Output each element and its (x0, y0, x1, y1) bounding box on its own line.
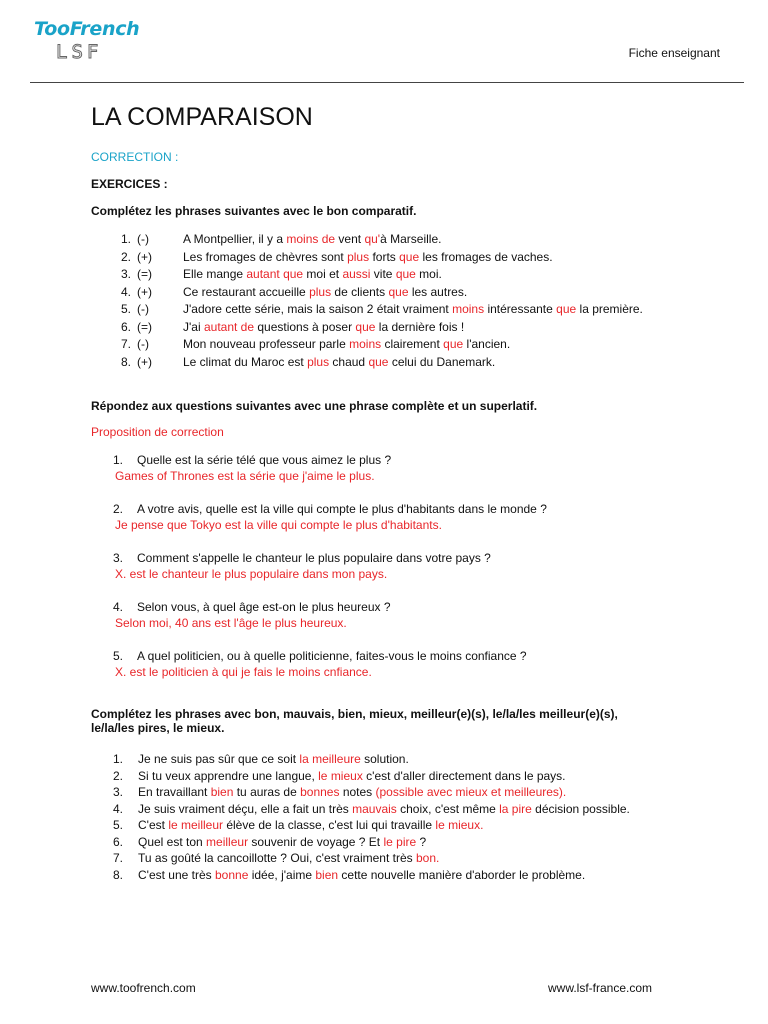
item-number: 5. (120, 302, 131, 316)
sentence-text: A Montpellier, il y a (183, 232, 287, 246)
item-number: 3. (113, 785, 124, 799)
item-sentence (138, 817, 483, 834)
sentence-text: élève de la classe, c'est lui qui travaille (223, 818, 436, 832)
sentence-text: la première. (576, 302, 643, 316)
item-sentence (138, 867, 585, 884)
item-sentence (138, 784, 566, 801)
item-number: 1. (113, 752, 124, 766)
list-item (91, 336, 711, 354)
answer-word: le mieux (318, 768, 363, 783)
sentence-text: à Marseille. (380, 232, 442, 246)
question-row (113, 599, 711, 615)
answer-text: Games of Thrones est la série que j'aime le plus. (115, 469, 375, 483)
sentence-text: Le climat du Maroc est (183, 354, 308, 369)
sentence-text: de clients (331, 284, 389, 299)
sentence-text: Quel est ton (138, 834, 207, 849)
answer-word: la meilleure (299, 752, 361, 766)
sentence-text: les fromages de vaches. (419, 249, 553, 264)
list-item (91, 266, 711, 284)
answer-word: mauvais (352, 801, 397, 816)
sentence-text: vite (370, 267, 396, 281)
item-number: 6. (120, 319, 131, 334)
answer-word: bonnes (300, 785, 340, 799)
sentence-text: J'ai (183, 319, 204, 334)
answer-word: (possible avec mieux et meilleures). (375, 785, 567, 799)
sentence-text: vent (335, 232, 365, 246)
sentence-text: Je ne suis pas sûr que ce soit (138, 752, 300, 766)
answer-word: le mieux. (435, 818, 484, 832)
item-number: 3. (120, 267, 131, 281)
sentence-text: choix, c'est même (396, 801, 500, 816)
item-sentence (183, 284, 467, 302)
item-sentence (138, 751, 409, 768)
logo (34, 18, 139, 62)
item-number: 5. (113, 818, 124, 832)
sentence-text: moi. (415, 267, 442, 281)
sentence-text: Si tu veux apprendre une langue, (138, 768, 319, 783)
item-number: 2. (120, 249, 131, 264)
sentence-text: En travaillant (138, 785, 211, 799)
answer-word: moins (452, 302, 485, 316)
item-sentence (138, 834, 426, 851)
item-number: 5. (113, 649, 124, 663)
item-sentence (183, 231, 441, 249)
answer-word: bon. (415, 851, 440, 865)
item-sign: (-) (137, 337, 149, 351)
sentence-text: Je suis vraiment déçu, elle a fait un très (138, 801, 353, 816)
question-text: A votre avis, quelle est la ville qui compte le plus d'habitants dans le monde ? (137, 502, 547, 516)
sentence-text: forts (369, 249, 400, 264)
section3-list (91, 751, 711, 883)
item-sentence (138, 850, 439, 867)
answer-word: que (556, 302, 577, 316)
item-sentence (183, 301, 643, 319)
answer-word: le pire (383, 834, 417, 849)
answer-word: bonne (215, 867, 249, 882)
list-item (113, 768, 711, 785)
answer-word: qu' (364, 232, 381, 246)
answer-word: autant que (246, 267, 304, 281)
sentence-text: C'est une très (138, 867, 215, 882)
list-item (113, 834, 711, 851)
sentence-text: intéressante (484, 302, 557, 316)
logo-lsf: LSF (56, 41, 103, 63)
answer-text: X. est le chanteur le plus populaire dans mon pays. (115, 567, 388, 581)
question-block (91, 648, 711, 697)
list-item (113, 801, 711, 818)
item-number: 4. (120, 284, 131, 299)
proposition-label: Proposition de correction (91, 425, 224, 439)
exercices-label: EXERCICES : (91, 177, 168, 191)
question-block (91, 599, 711, 648)
sentence-text: souvenir de voyage ? Et (248, 834, 384, 849)
item-sentence (183, 249, 553, 267)
question-text: Comment s'appelle le chanteur le plus populaire dans votre pays ? (137, 551, 491, 565)
item-number: 8. (113, 867, 124, 882)
answer-word: que (388, 284, 409, 299)
section3-instruction-line1: Complétez les phrases avec bon, mauvais, bien, mieux, meilleur(e)(s), le/la/les meilleur(e)(s), (91, 707, 618, 721)
list-item (113, 784, 711, 801)
item-sign: (=) (137, 319, 152, 334)
list-item (91, 354, 711, 372)
answer-word: que (443, 337, 464, 351)
question-text: A quel politicien, ou à quelle politicienne, faites-vous le moins confiance ? (137, 649, 527, 663)
item-number: 4. (113, 801, 124, 816)
item-sentence (138, 768, 566, 785)
sentence-text: ? (416, 834, 427, 849)
item-number: 1. (120, 232, 131, 246)
page-title: LA COMPARAISON (91, 103, 313, 131)
item-number: 4. (113, 600, 124, 614)
sentence-text: cette nouvelle manière d'aborder le problème. (338, 867, 586, 882)
document-body (91, 150, 711, 883)
question-row (113, 648, 711, 664)
list-item (91, 301, 711, 319)
answer-word: moins (349, 337, 382, 351)
logo-toofrench: TooFrench (34, 18, 140, 40)
question-row (113, 452, 711, 468)
question-block (91, 452, 711, 501)
question-block (91, 550, 711, 599)
question-text: Quelle est la série télé que vous aimez le plus ? (137, 453, 392, 467)
item-sentence (183, 354, 495, 372)
section2-list (91, 452, 711, 697)
item-number: 2. (113, 768, 124, 783)
sentence-text: c'est d'aller directement dans le pays. (362, 768, 566, 783)
list-item (113, 850, 711, 867)
sentence-text: moi et (303, 267, 343, 281)
answer-word: autant de (203, 319, 255, 334)
answer-word: bien (315, 867, 339, 882)
answer-word: que (355, 319, 376, 334)
sentence-text: Elle mange (183, 267, 247, 281)
question-block (91, 501, 711, 550)
list-item (91, 319, 711, 337)
answer-word: la pire (499, 801, 532, 816)
item-sign: (+) (137, 249, 152, 264)
answer-word: que (399, 249, 420, 264)
item-number: 1. (113, 453, 124, 467)
answer-word: meilleur (206, 834, 249, 849)
sentence-text: Tu as goûté la cancoillotte ? Oui, c'est vraiment très (138, 851, 416, 865)
list-item (113, 751, 711, 768)
question-row (113, 501, 711, 517)
answer-text: Je pense que Tokyo est la ville qui compte le plus d'habitants. (115, 518, 442, 532)
sentence-text: clairement (381, 337, 444, 351)
answer-word: plus (309, 284, 332, 299)
section1-list (91, 231, 711, 371)
sentence-text: C'est (138, 818, 169, 832)
list-item (113, 867, 711, 884)
item-sign: (-) (137, 302, 149, 316)
section1-instruction: Complétez les phrases suivantes avec le bon comparatif. (91, 204, 417, 218)
answer-word: le meilleur (168, 818, 223, 832)
footer-link-toofrench[interactable]: www.toofrench.com (91, 981, 196, 995)
answer-word: que (395, 267, 416, 281)
sentence-text: celui du Danemark. (388, 354, 496, 369)
sentence-text: la dernière fois ! (375, 319, 465, 334)
sentence-text: solution. (360, 752, 409, 766)
item-sign: (+) (137, 354, 152, 369)
item-sign: (+) (137, 284, 152, 299)
footer-link-lsf[interactable]: www.lsf-france.com (548, 981, 653, 995)
sentence-text: les autres. (408, 284, 468, 299)
item-number: 6. (113, 834, 124, 849)
question-row (113, 550, 711, 566)
sentence-text: notes (339, 785, 376, 799)
sentence-text: questions à poser (254, 319, 356, 334)
answer-word: que (368, 354, 389, 369)
sentence-text: idée, j'aime (248, 867, 316, 882)
item-number: 7. (113, 851, 124, 865)
item-sentence (183, 336, 510, 354)
sentence-text: l'ancien. (463, 337, 511, 351)
item-number: 7. (120, 337, 131, 351)
question-text: Selon vous, à quel âge est-on le plus heureux ? (137, 600, 391, 614)
correction-label: CORRECTION : (91, 150, 179, 164)
item-sign: (-) (137, 232, 149, 246)
item-number: 8. (120, 354, 131, 369)
sentence-text: J'adore cette série, mais la saison 2 était vraiment (183, 302, 453, 316)
answer-text: X. est le politicien à qui je fais le moins cnfiance. (115, 665, 372, 679)
item-number: 2. (113, 502, 124, 516)
sentence-text: chaud (329, 354, 369, 369)
item-sentence (183, 319, 464, 337)
item-sentence (138, 801, 630, 818)
sentence-text: Les fromages de chèvres sont (183, 249, 348, 264)
sentence-text: Ce restaurant accueille (183, 284, 310, 299)
list-item (91, 284, 711, 302)
sentence-text: décision possible. (531, 801, 630, 816)
answer-text: Selon moi, 40 ans est l'âge le plus heureux. (115, 616, 347, 630)
answer-word: plus (347, 249, 370, 264)
sentence-text: tu auras de (233, 785, 301, 799)
list-item (113, 817, 711, 834)
list-item (91, 249, 711, 267)
answer-word: aussi (342, 267, 371, 281)
item-sentence (183, 266, 442, 284)
header-divider (30, 82, 744, 83)
list-item (91, 231, 711, 249)
fiche-label: Fiche enseignant (628, 46, 720, 60)
answer-word: bien (210, 785, 234, 799)
section3-instruction-line2: le/la/les pires, le mieux. (91, 721, 225, 735)
sentence-text: Mon nouveau professeur parle (183, 337, 350, 351)
section2-instruction: Répondez aux questions suivantes avec une phrase complète et un superlatif. (91, 399, 538, 413)
answer-word: moins de (286, 232, 336, 246)
item-sign: (=) (137, 267, 152, 281)
answer-word: plus (307, 354, 330, 369)
item-number: 3. (113, 551, 124, 565)
